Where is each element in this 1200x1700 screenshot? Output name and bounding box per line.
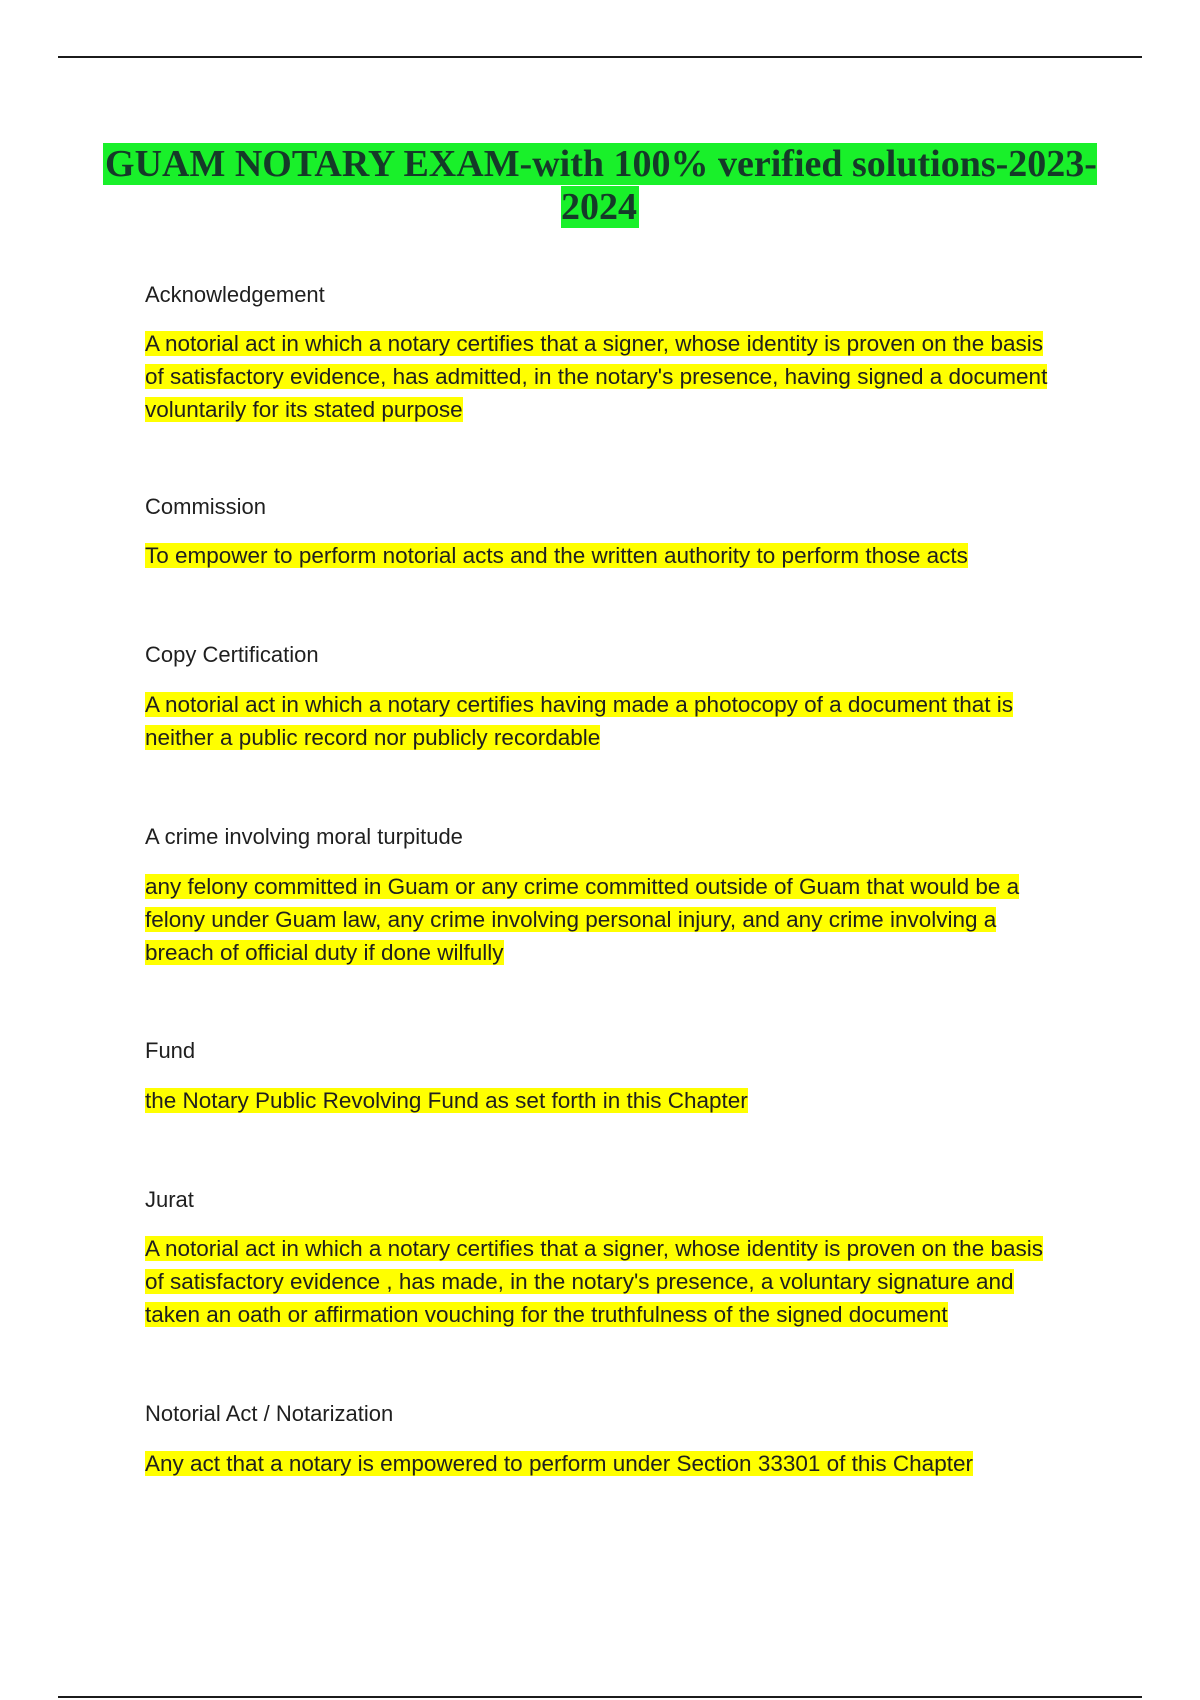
header-rule bbox=[58, 56, 1142, 58]
entry-moral-turpitude bbox=[145, 824, 1065, 969]
entry-definition: Any act that a notary is empowered to perform under Section 33301 of this Chapter bbox=[145, 1451, 973, 1476]
entry-term: Acknowledgement bbox=[145, 282, 325, 307]
entry-definition: any felony committed in Guam or any crime committed outside of Guam that would be a felony under Guam law, any crime involving personal injury, and any crime involving a breach of official duty if done wilfully bbox=[145, 874, 1020, 965]
entry-term: A crime involving moral turpitude bbox=[145, 824, 463, 849]
entry-acknowledgement bbox=[145, 282, 1065, 426]
entry-copy-certification bbox=[145, 642, 1065, 754]
entry-definition: A notorial act in which a notary certifies having made a photocopy of a document that is neither a public record nor publicly recordable bbox=[145, 692, 1013, 750]
entry-term: Commission bbox=[145, 494, 267, 519]
page-title bbox=[100, 143, 1100, 229]
footer-rule bbox=[58, 1696, 1142, 1698]
entry-notorial-act bbox=[145, 1401, 1065, 1480]
entry-definition: To empower to perform notorial acts and the written authority to perform those acts bbox=[145, 543, 968, 568]
entry-term: Jurat bbox=[145, 1187, 194, 1212]
entry-term: Notorial Act / Notarization bbox=[145, 1401, 394, 1426]
entry-definition: A notorial act in which a notary certifies that a signer, whose identity is proven on the basis of satisfactory evidence , has made, in the notary's presence, a voluntary signature and taken an oath or affirmation vouching for the truthfulness of the signed document bbox=[145, 1236, 1043, 1327]
entry-definition: the Notary Public Revolving Fund as set forth in this Chapter bbox=[145, 1088, 748, 1113]
entry-jurat bbox=[145, 1187, 1065, 1331]
entry-term: Fund bbox=[145, 1038, 196, 1063]
entry-definition: A notorial act in which a notary certifies that a signer, whose identity is proven on the basis of satisfactory evidence, has admitted, in the notary's presence, having signed a document voluntarily for its stated purpose bbox=[145, 331, 1048, 422]
page-title-text: GUAM NOTARY EXAM-with 100% verified solutions-2023-2024 bbox=[105, 143, 1097, 228]
entry-fund bbox=[145, 1038, 1065, 1117]
entry-commission bbox=[145, 494, 1065, 572]
entry-term: Copy Certification bbox=[145, 642, 319, 667]
